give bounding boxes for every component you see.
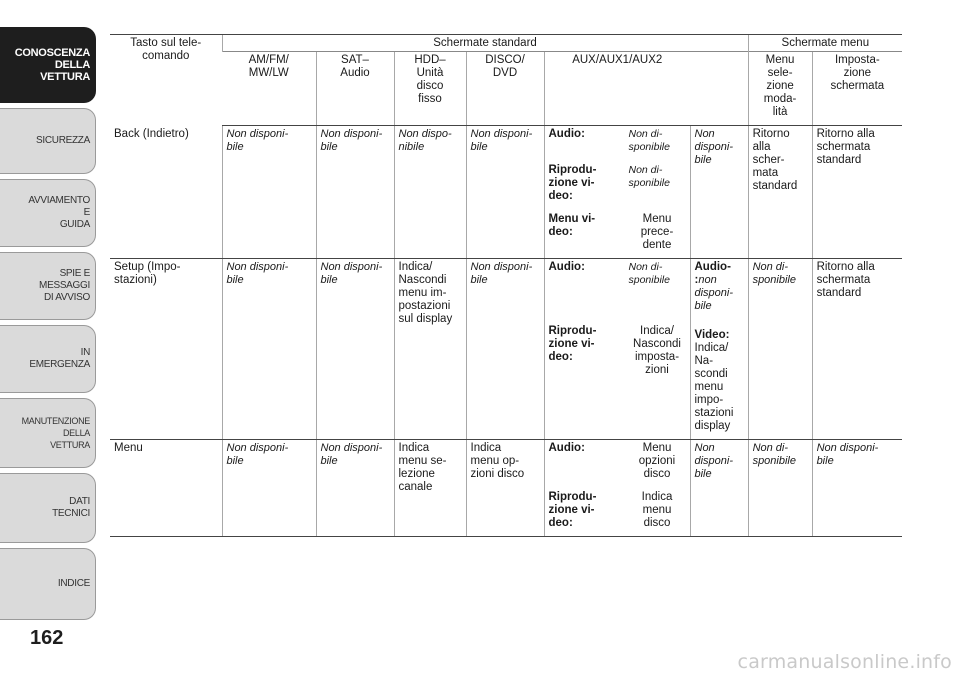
aux-pair: [549, 442, 686, 481]
header-menu-screens: Schermate menu: [748, 35, 902, 52]
table-row-back: [110, 126, 902, 259]
table-row-setup: [110, 259, 902, 440]
cell-setup-sat: Non disponi- bile: [316, 259, 394, 440]
cell-back-disco: Non disponi- bile: [466, 126, 544, 259]
cell-menu-menu-selection: Non di- sponibile: [748, 440, 812, 537]
cell-menu-screen-setting: Non disponi- bile: [812, 440, 902, 537]
header-am-fm: AM/FM/ MW/LW: [222, 52, 316, 126]
table-row-menu: [110, 440, 902, 537]
watermark: carmanualsonline.info: [737, 651, 952, 673]
cell-menu-aux: [544, 440, 690, 537]
aux-pair: [549, 261, 686, 287]
cell-menu-disco: Indica menu op- zioni disco: [466, 440, 544, 537]
tab-spie-e-messaggi[interactable]: SPIE E MESSAGGI DI AVVISO: [0, 252, 96, 320]
tab-indice[interactable]: INDICE: [0, 548, 96, 620]
aux-extra-video-label: Video:: [694, 329, 730, 341]
header-remote-button: Tasto sul tele- comando: [110, 35, 222, 126]
table-subheader-row: [110, 52, 902, 126]
header-hdd: HDD– Unità disco fisso: [394, 52, 466, 126]
cell-menu-am-fm: Non disponi- bile: [222, 440, 316, 537]
aux-value: Non di- sponibile: [628, 128, 670, 153]
cell-back-screen-setting: Ritorno alla schermata standard: [812, 126, 902, 259]
aux-key: Riprodu- zione vi- deo:: [548, 491, 597, 529]
aux-key: Audio:: [548, 128, 585, 140]
aux-value: Non di- sponibile: [628, 164, 670, 189]
cell-setup-screen-setting: Ritorno alla schermata standard: [812, 259, 902, 440]
aux-pair: [549, 213, 686, 252]
aux-pair: [549, 164, 686, 203]
cell-setup-aux-extra: [690, 259, 748, 440]
aux-key: Audio:: [548, 261, 585, 273]
aux-key: Riprodu- zione vi- deo:: [548, 164, 597, 202]
aux-extra-audio-label: Audio- :: [694, 261, 731, 286]
aux-key: Menu vi- deo:: [548, 213, 596, 238]
aux-extra-audio-value: non disponi- bile: [694, 274, 734, 312]
cell-menu-sat: Non disponi- bile: [316, 440, 394, 537]
table-header-row: [110, 35, 902, 52]
cell-setup-menu-selection: Non di- sponibile: [748, 259, 812, 440]
cell-back-am-fm: Non disponi- bile: [222, 126, 316, 259]
aux-pair: [549, 128, 686, 154]
aux-key: Riprodu- zione vi- deo:: [548, 325, 597, 363]
cell-menu-aux-extra: Non disponi- bile: [690, 440, 748, 537]
remote-buttons-table: [110, 34, 902, 537]
tab-avviamento-e-guida[interactable]: AVVIAMENTO E GUIDA: [0, 179, 96, 247]
tab-sicurezza[interactable]: SICUREZZA: [0, 108, 96, 174]
page-number: 162: [30, 627, 64, 649]
aux-value: Indica/ Nascondi imposta- zioni: [633, 325, 681, 376]
aux-key: Audio:: [548, 442, 585, 454]
aux-pair: [549, 491, 686, 530]
header-disco-dvd: DISCO/ DVD: [466, 52, 544, 126]
cell-setup-aux: [544, 259, 690, 440]
row-label-menu: Menu: [110, 440, 222, 537]
aux-value: Menu prece- dente: [640, 213, 674, 251]
header-menu-selection: Menu sele- zione moda- lità: [748, 52, 812, 126]
cell-menu-hdd: Indica menu se- lezione canale: [394, 440, 466, 537]
header-aux: AUX/AUX1/AUX2: [544, 52, 690, 126]
cell-back-sat: Non disponi- bile: [316, 126, 394, 259]
aux-value: Indica menu disco: [641, 491, 673, 529]
header-aux-extra: [690, 52, 748, 126]
chapter-tabs: [0, 0, 100, 678]
cell-back-menu-selection: Ritorno alla scher- mata standard: [748, 126, 812, 259]
row-label-back: Back (Indietro): [110, 126, 222, 259]
tab-dati-tecnici[interactable]: DATI TECNICI: [0, 473, 96, 543]
tab-manutenzione-della-vettura[interactable]: MANUTENZIONE DELLA VETTURA: [0, 398, 96, 468]
header-screen-setting: Imposta- zione schermata: [812, 52, 902, 126]
tab-in-emergenza[interactable]: IN EMERGENZA: [0, 325, 96, 393]
cell-setup-hdd: Indica/ Nascondi menu im- postazioni sul display: [394, 259, 466, 440]
cell-back-aux-extra: Non disponi- bile: [690, 126, 748, 259]
header-sat: SAT– Audio: [316, 52, 394, 126]
cell-back-aux: [544, 126, 690, 259]
aux-pair: [549, 325, 686, 377]
cell-setup-am-fm: Non disponi- bile: [222, 259, 316, 440]
cell-back-hdd: Non dispo- nibile: [394, 126, 466, 259]
aux-extra-video-value: Indica/ Na- scondi menu impo- stazioni display: [694, 342, 734, 432]
cell-setup-disco: Non disponi- bile: [466, 259, 544, 440]
tab-conoscenza-della-vettura[interactable]: CONOSCENZA DELLA VETTURA: [0, 27, 96, 103]
aux-value: Non di- sponibile: [628, 261, 670, 286]
row-label-setup: Setup (Impo- stazioni): [110, 259, 222, 440]
aux-value: Menu opzioni disco: [638, 442, 676, 480]
header-standard-screens: Schermate standard: [222, 35, 748, 52]
